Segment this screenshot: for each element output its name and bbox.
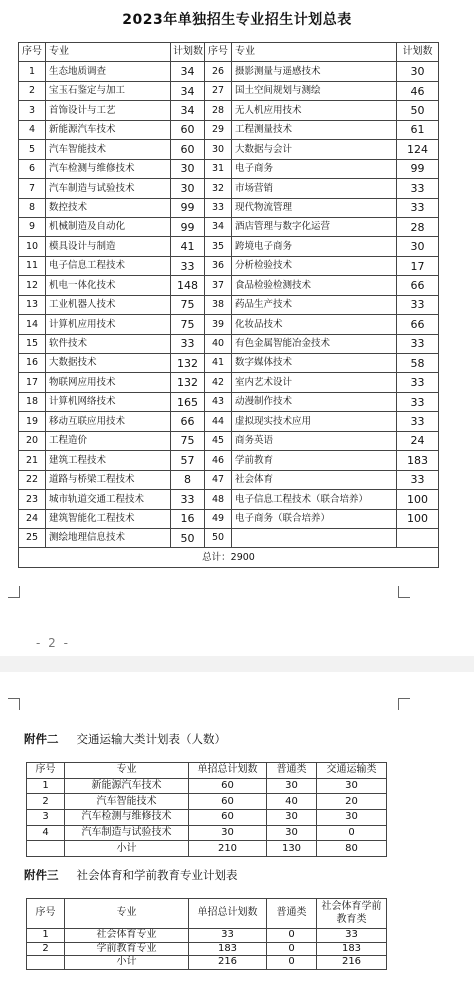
plan-cell: 46 — [397, 81, 439, 100]
table-row — [27, 956, 387, 970]
major-cell: 室内艺术设计 — [232, 373, 397, 392]
seq-cell: 38 — [205, 295, 232, 314]
table-cell: 33 — [317, 929, 387, 943]
major-cell: 有色金属智能冶金技术 — [232, 334, 397, 353]
crop-mark — [8, 698, 20, 710]
major-cell: 虚拟现实技术应用 — [232, 412, 397, 431]
header-cell: 单招总计划数 — [189, 899, 267, 929]
plan-cell: 58 — [397, 354, 439, 373]
table-row — [19, 412, 439, 431]
major-cell: 摄影测量与遥感技术 — [232, 62, 397, 81]
header-plan: 计划数 — [397, 43, 439, 62]
seq-cell: 17 — [19, 373, 46, 392]
table-row — [19, 315, 439, 334]
major-cell: 建筑智能化工程技术 — [46, 509, 171, 528]
table-row — [19, 120, 439, 139]
seq-cell: 33 — [205, 198, 232, 217]
plan-cell: 8 — [171, 470, 205, 489]
plan-cell: 99 — [171, 217, 205, 236]
seq-cell: 41 — [205, 354, 232, 373]
major-cell: 电子商务（联合培养） — [232, 509, 397, 528]
plan-cell: 33 — [397, 373, 439, 392]
table-cell: 60 — [189, 810, 267, 826]
seq-cell: 49 — [205, 509, 232, 528]
seq-cell: 5 — [19, 140, 46, 159]
plan-cell: 50 — [171, 528, 205, 547]
table-row — [19, 256, 439, 275]
major-cell: 跨境电子商务 — [232, 237, 397, 256]
plan-cell: 60 — [171, 120, 205, 139]
table-row — [19, 354, 439, 373]
major-cell: 市场营销 — [232, 179, 397, 198]
plan-cell: 33 — [171, 334, 205, 353]
table-cell: 210 — [189, 841, 267, 857]
table-header-row — [27, 763, 387, 779]
seq-cell: 16 — [19, 354, 46, 373]
table-row — [19, 179, 439, 198]
table-row — [19, 101, 439, 120]
major-cell: 电子信息工程技术 — [46, 256, 171, 275]
table-header-row — [27, 899, 387, 929]
major-cell: 化妆品技术 — [232, 315, 397, 334]
annex2-title: 交通运输大类计划表（人数） — [76, 732, 226, 746]
major-cell: 商务英语 — [232, 431, 397, 450]
table-row — [19, 509, 439, 528]
seq-cell: 14 — [19, 315, 46, 334]
table-cell: 汽车制造与试验技术 — [65, 825, 189, 841]
plan-cell: 34 — [171, 101, 205, 120]
annex3-table — [26, 898, 387, 970]
seq-cell: 30 — [205, 140, 232, 159]
header-cell: 序号 — [27, 763, 65, 779]
table-cell: 学前教育专业 — [65, 942, 189, 956]
major-cell: 计算机应用技术 — [46, 315, 171, 334]
plan-cell: 148 — [171, 276, 205, 295]
major-cell: 社会体育 — [232, 470, 397, 489]
table-row — [19, 81, 439, 100]
table-row — [19, 373, 439, 392]
plan-cell — [397, 528, 439, 547]
seq-cell: 15 — [19, 334, 46, 353]
seq-cell: 3 — [19, 101, 46, 120]
table-row — [19, 159, 439, 178]
table-row — [19, 451, 439, 470]
table-row — [19, 470, 439, 489]
header-cell: 单招总计划数 — [189, 763, 267, 779]
seq-cell: 25 — [19, 528, 46, 547]
major-cell: 生态地质调查 — [46, 62, 171, 81]
header-cell: 专业 — [65, 899, 189, 929]
table-row — [19, 431, 439, 450]
major-cell: 软件技术 — [46, 334, 171, 353]
major-cell: 大数据与会计 — [232, 140, 397, 159]
table-cell: 新能源汽车技术 — [65, 778, 189, 794]
table-cell: 30 — [267, 778, 317, 794]
table-header-row — [19, 43, 439, 62]
plan-cell: 33 — [171, 490, 205, 509]
major-cell: 汽车制造与试验技术 — [46, 179, 171, 198]
seq-cell: 13 — [19, 295, 46, 314]
plan-cell: 16 — [171, 509, 205, 528]
plan-cell: 100 — [397, 490, 439, 509]
plan-cell: 75 — [171, 431, 205, 450]
table-cell: 30 — [317, 810, 387, 826]
plan-cell: 30 — [171, 179, 205, 198]
major-cell: 工业机器人技术 — [46, 295, 171, 314]
plan-cell: 41 — [171, 237, 205, 256]
table-row — [19, 62, 439, 81]
plan-cell: 33 — [397, 179, 439, 198]
plan-cell: 30 — [171, 159, 205, 178]
header-cell: 专业 — [65, 763, 189, 779]
major-cell: 工程测量技术 — [232, 120, 397, 139]
table-row — [27, 778, 387, 794]
major-cell: 机电一体化技术 — [46, 276, 171, 295]
table-row — [19, 140, 439, 159]
seq-cell: 7 — [19, 179, 46, 198]
table-cell: 3 — [27, 810, 65, 826]
major-cell: 国土空间规划与测绘 — [232, 81, 397, 100]
seq-cell: 36 — [205, 256, 232, 275]
table-cell: 1 — [27, 929, 65, 943]
seq-cell: 4 — [19, 120, 46, 139]
major-cell: 分析检验技术 — [232, 256, 397, 275]
annex3-title: 社会体育和学前教育专业计划表 — [76, 868, 238, 882]
header-cell: 普通类 — [267, 763, 317, 779]
seq-cell: 11 — [19, 256, 46, 275]
table-cell: 60 — [189, 794, 267, 810]
major-cell: 道路与桥梁工程技术 — [46, 470, 171, 489]
seq-cell: 9 — [19, 217, 46, 236]
major-cell: 机械制造及自动化 — [46, 217, 171, 236]
seq-cell: 27 — [205, 81, 232, 100]
table-cell: 30 — [317, 778, 387, 794]
major-cell: 酒店管理与数字化运营 — [232, 217, 397, 236]
major-cell: 建筑工程技术 — [46, 451, 171, 470]
plan-cell: 24 — [397, 431, 439, 450]
major-cell: 城市轨道交通工程技术 — [46, 490, 171, 509]
page-number: - 2 - — [36, 636, 70, 650]
major-cell: 汽车智能技术 — [46, 140, 171, 159]
seq-cell: 43 — [205, 392, 232, 411]
major-cell: 计算机网络技术 — [46, 392, 171, 411]
plan-cell: 50 — [397, 101, 439, 120]
table-row — [27, 942, 387, 956]
seq-cell: 2 — [19, 81, 46, 100]
major-cell: 数控技术 — [46, 198, 171, 217]
major-cell: 药品生产技术 — [232, 295, 397, 314]
table-row — [19, 334, 439, 353]
table-cell: 30 — [189, 825, 267, 841]
table-cell: 1 — [27, 778, 65, 794]
table-cell: 小计 — [65, 956, 189, 970]
plan-cell: 183 — [397, 451, 439, 470]
plan-cell: 60 — [171, 140, 205, 159]
plan-cell: 75 — [171, 295, 205, 314]
seq-cell: 20 — [19, 431, 46, 450]
table-cell: 2 — [27, 942, 65, 956]
major-cell: 食品检验检测技术 — [232, 276, 397, 295]
seq-cell: 40 — [205, 334, 232, 353]
header-cell: 普通类 — [267, 899, 317, 929]
header-major: 专业 — [232, 43, 397, 62]
seq-cell: 24 — [19, 509, 46, 528]
page-title: 2023年单独招生专业招生计划总表 — [122, 12, 352, 28]
seq-cell: 26 — [205, 62, 232, 81]
header-cell: 社会体育学前教育类 — [317, 899, 387, 929]
major-cell: 电子商务 — [232, 159, 397, 178]
major-cell: 学前教育 — [232, 451, 397, 470]
table-cell: 20 — [317, 794, 387, 810]
seq-cell: 28 — [205, 101, 232, 120]
enrollment-plan-table — [18, 42, 439, 568]
header-cell: 交通运输类 — [317, 763, 387, 779]
seq-cell: 47 — [205, 470, 232, 489]
major-cell: 现代物流管理 — [232, 198, 397, 217]
table-cell: 183 — [189, 942, 267, 956]
annex3-label: 附件三 — [24, 868, 59, 882]
seq-cell: 34 — [205, 217, 232, 236]
table-row — [19, 198, 439, 217]
header-cell: 序号 — [27, 899, 65, 929]
seq-cell: 21 — [19, 451, 46, 470]
table-row — [27, 794, 387, 810]
plan-cell: 66 — [171, 412, 205, 431]
seq-cell: 39 — [205, 315, 232, 334]
seq-cell: 18 — [19, 392, 46, 411]
annex2-heading — [24, 731, 226, 747]
major-cell: 无人机应用技术 — [232, 101, 397, 120]
seq-cell: 46 — [205, 451, 232, 470]
seq-cell: 42 — [205, 373, 232, 392]
plan-cell: 75 — [171, 315, 205, 334]
table-cell: 40 — [267, 794, 317, 810]
plan-cell: 33 — [397, 470, 439, 489]
plan-cell: 33 — [171, 256, 205, 275]
plan-cell: 17 — [397, 256, 439, 275]
table-cell: 130 — [267, 841, 317, 857]
seq-cell: 19 — [19, 412, 46, 431]
major-cell: 新能源汽车技术 — [46, 120, 171, 139]
seq-cell: 1 — [19, 62, 46, 81]
table-cell: 216 — [317, 956, 387, 970]
table-row — [19, 276, 439, 295]
seq-cell: 8 — [19, 198, 46, 217]
major-cell: 工程造价 — [46, 431, 171, 450]
major-cell: 移动互联应用技术 — [46, 412, 171, 431]
plan-cell: 61 — [397, 120, 439, 139]
annex2-label: 附件二 — [24, 732, 59, 746]
plan-cell: 30 — [397, 62, 439, 81]
table-cell: 小计 — [65, 841, 189, 857]
seq-cell: 31 — [205, 159, 232, 178]
table-row — [19, 392, 439, 411]
major-cell: 物联网应用技术 — [46, 373, 171, 392]
table-cell: 30 — [267, 825, 317, 841]
table-cell: 2 — [27, 794, 65, 810]
seq-cell: 29 — [205, 120, 232, 139]
table-cell: 80 — [317, 841, 387, 857]
table-cell: 216 — [189, 956, 267, 970]
table-cell: 33 — [189, 929, 267, 943]
major-cell: 首饰设计与工艺 — [46, 101, 171, 120]
seq-cell: 22 — [19, 470, 46, 489]
seq-cell: 10 — [19, 237, 46, 256]
table-cell — [27, 841, 65, 857]
seq-cell: 44 — [205, 412, 232, 431]
major-cell: 测绘地理信息技术 — [46, 528, 171, 547]
major-cell: 电子信息工程技术（联合培养） — [232, 490, 397, 509]
table-row — [27, 810, 387, 826]
table-cell: 汽车检测与维修技术 — [65, 810, 189, 826]
table-cell: 30 — [267, 810, 317, 826]
table-row — [19, 490, 439, 509]
table-row — [19, 528, 439, 547]
major-cell: 宝玉石鉴定与加工 — [46, 81, 171, 100]
plan-cell: 33 — [397, 198, 439, 217]
table-row — [19, 217, 439, 236]
major-cell: 数字媒体技术 — [232, 354, 397, 373]
plan-cell: 33 — [397, 412, 439, 431]
table-cell: 0 — [317, 825, 387, 841]
header-seq: 序号 — [205, 43, 232, 62]
table-row — [27, 825, 387, 841]
plan-cell: 30 — [397, 237, 439, 256]
seq-cell: 35 — [205, 237, 232, 256]
plan-cell: 34 — [171, 62, 205, 81]
seq-cell: 37 — [205, 276, 232, 295]
table-row — [27, 841, 387, 857]
seq-cell: 6 — [19, 159, 46, 178]
major-cell: 动漫制作技术 — [232, 392, 397, 411]
seq-cell: 12 — [19, 276, 46, 295]
seq-cell: 32 — [205, 179, 232, 198]
plan-cell: 124 — [397, 140, 439, 159]
header-plan: 计划数 — [171, 43, 205, 62]
table-cell: 4 — [27, 825, 65, 841]
crop-mark — [398, 698, 410, 710]
plan-cell: 132 — [171, 373, 205, 392]
seq-cell: 48 — [205, 490, 232, 509]
table-row — [19, 237, 439, 256]
major-cell: 汽车检测与维修技术 — [46, 159, 171, 178]
annex2-table — [26, 762, 387, 857]
plan-cell: 33 — [397, 295, 439, 314]
plan-cell: 33 — [397, 392, 439, 411]
table-cell: 社会体育专业 — [65, 929, 189, 943]
plan-cell: 99 — [171, 198, 205, 217]
header-major: 专业 — [46, 43, 171, 62]
annex3-heading — [24, 867, 238, 883]
total-cell: 总计：2900 — [19, 548, 439, 568]
page-separator — [0, 656, 474, 672]
plan-cell: 66 — [397, 276, 439, 295]
table-cell — [27, 956, 65, 970]
seq-cell: 50 — [205, 528, 232, 547]
plan-cell: 66 — [397, 315, 439, 334]
table-cell: 0 — [267, 929, 317, 943]
plan-cell: 132 — [171, 354, 205, 373]
crop-mark — [8, 586, 20, 598]
crop-mark — [398, 586, 410, 598]
plan-cell: 57 — [171, 451, 205, 470]
table-cell: 60 — [189, 778, 267, 794]
table-cell: 0 — [267, 956, 317, 970]
plan-cell: 34 — [171, 81, 205, 100]
table-cell: 183 — [317, 942, 387, 956]
seq-cell: 23 — [19, 490, 46, 509]
plan-cell: 165 — [171, 392, 205, 411]
plan-cell: 100 — [397, 509, 439, 528]
table-row — [19, 295, 439, 314]
major-cell: 模具设计与制造 — [46, 237, 171, 256]
plan-cell: 28 — [397, 217, 439, 236]
plan-cell: 99 — [397, 159, 439, 178]
major-cell: 大数据技术 — [46, 354, 171, 373]
header-seq: 序号 — [19, 43, 46, 62]
seq-cell: 45 — [205, 431, 232, 450]
table-cell: 0 — [267, 942, 317, 956]
total-row — [19, 548, 439, 568]
table-cell: 汽车智能技术 — [65, 794, 189, 810]
table-row — [27, 929, 387, 943]
major-cell — [232, 528, 397, 547]
plan-cell: 33 — [397, 334, 439, 353]
